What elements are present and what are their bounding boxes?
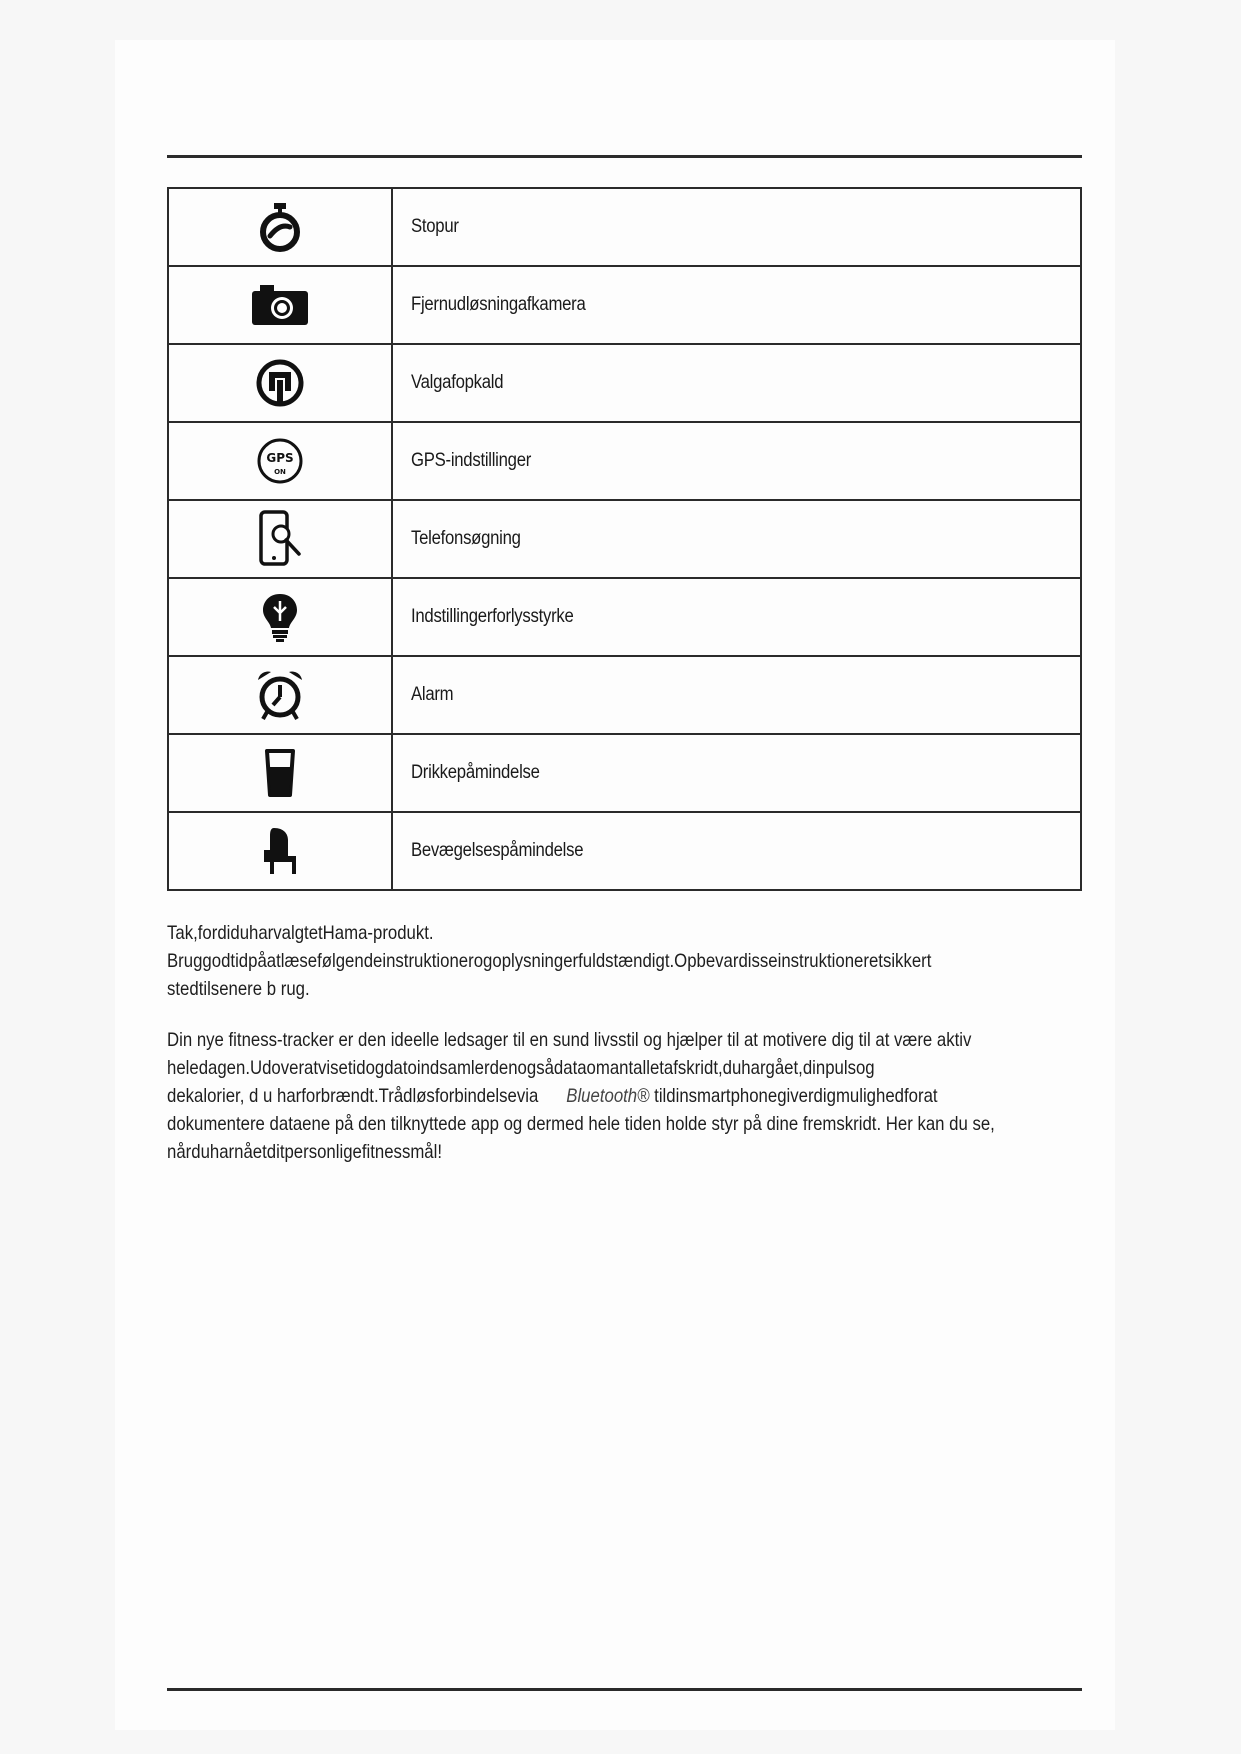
description-text xyxy=(167,1026,1087,1166)
description-line: nårduharnåetditpersonligefitnessmål! xyxy=(167,1141,443,1163)
table-row xyxy=(168,734,1081,812)
lightbulb-icon xyxy=(258,591,302,643)
description-line: dekalorier, d u harforbrændt.Trådløsforbindelsevia xyxy=(167,1085,539,1107)
phone-call-icon xyxy=(255,358,305,408)
camera-icon xyxy=(250,283,310,327)
top-rule xyxy=(167,155,1082,158)
chair-icon xyxy=(260,826,300,876)
gps-icon-text: GPS xyxy=(266,451,294,465)
description-line: dokumentere dataene på den tilknyttede app og dermed hele tiden holde styr på dine fremskridt. Her kan du se, xyxy=(167,1113,995,1135)
alarm-clock-icon xyxy=(255,668,305,722)
table-row xyxy=(168,344,1081,422)
bluetooth-term: Bluetooth® xyxy=(566,1085,650,1107)
feature-label: Indstillingerforlysstyrke xyxy=(411,606,574,627)
phone-search-icon xyxy=(255,510,305,568)
table-row xyxy=(168,656,1081,734)
gps-icon xyxy=(255,436,305,486)
drink-glass-icon xyxy=(262,747,298,799)
table-row xyxy=(168,812,1081,890)
features-table xyxy=(167,187,1082,891)
description-line: Din nye fitness-tracker er den ideelle ledsager til en sund livsstil og hjælper til at motivere dig til at være aktiv xyxy=(167,1029,972,1051)
feature-label: Bevægelsespåmindelse xyxy=(411,840,584,861)
feature-label: Drikkepåmindelse xyxy=(411,762,540,783)
gps-icon-subtext: ON xyxy=(274,468,286,476)
intro-text xyxy=(167,919,1087,1003)
table-row xyxy=(168,578,1081,656)
description-line: heledagen.Udoveratvisetidogdatoindsamlerdenogsådataomantalletafskridt,duhargået,dinpulsog xyxy=(167,1057,875,1079)
intro-line: stedtilsenere b rug. xyxy=(167,978,310,1000)
feature-label: Stopur xyxy=(411,216,459,237)
table-row xyxy=(168,500,1081,578)
intro-line: Bruggodtidpåatlæsefølgendeinstruktionerogoplysningerfuldstændigt.Opbevardisseinstruktioneretsikkert xyxy=(167,950,932,972)
bottom-rule xyxy=(167,1688,1082,1691)
description-line: tildinsmartphonegiverdigmulighedforat xyxy=(654,1085,938,1107)
feature-label: GPS-indstillinger xyxy=(411,450,532,471)
table-row xyxy=(168,266,1081,344)
table-row xyxy=(168,188,1081,266)
feature-label: Valgafopkald xyxy=(411,372,504,393)
feature-label: Fjernudløsningafkamera xyxy=(411,294,586,315)
feature-label: Telefonsøgning xyxy=(411,528,521,549)
table-row xyxy=(168,422,1081,500)
intro-line: Tak,fordiduharvalgtetHama-produkt. xyxy=(167,922,434,944)
feature-label: Alarm xyxy=(411,684,454,705)
stopwatch-icon xyxy=(256,201,304,253)
